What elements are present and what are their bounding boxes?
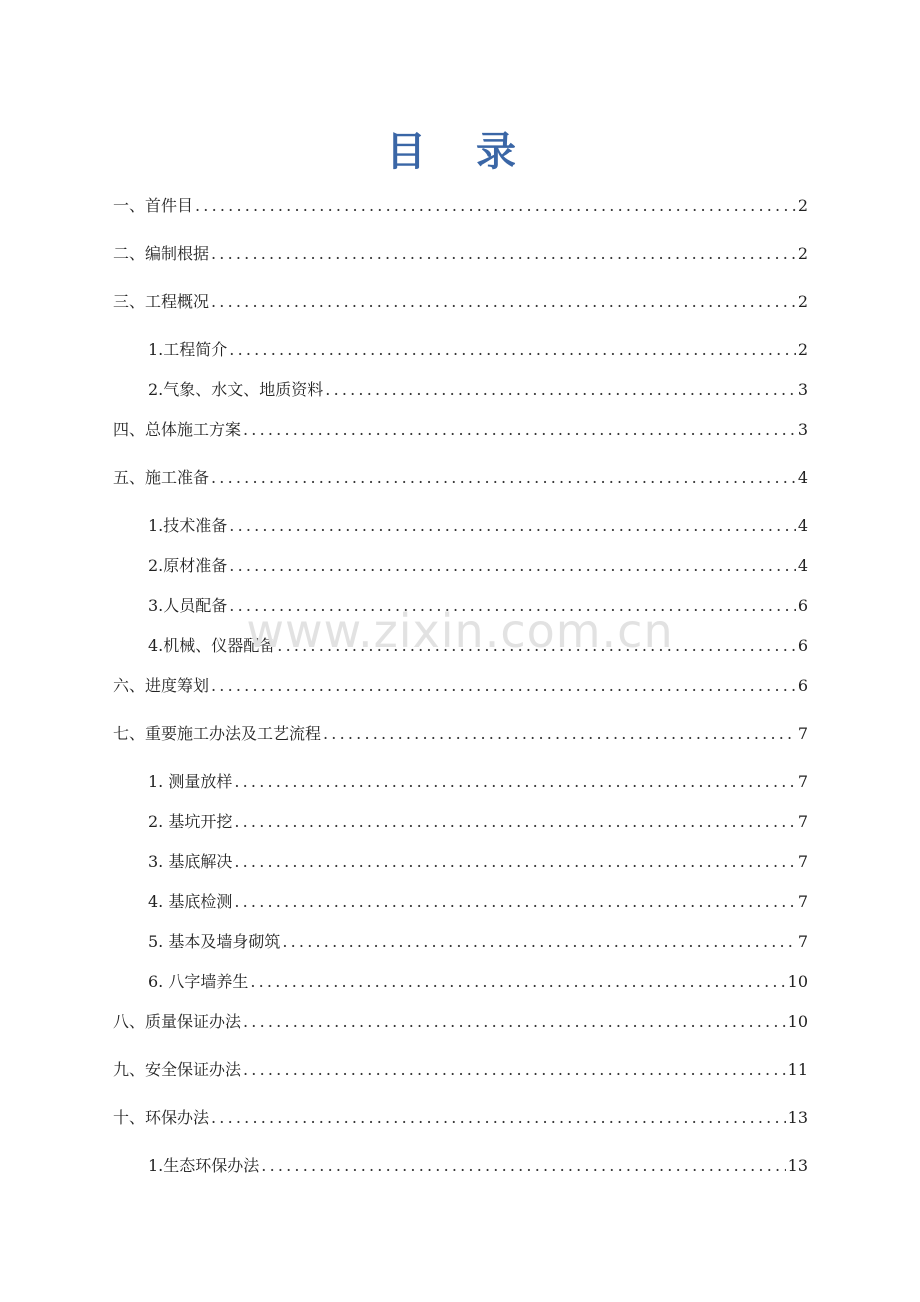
toc-dot-leader: [229, 340, 796, 360]
toc-dot-leader: [211, 1108, 786, 1128]
toc-dot-leader: [229, 556, 796, 576]
toc-entry[interactable]: [148, 636, 808, 656]
toc-entry-label: 6. 八字墙养生: [148, 972, 249, 991]
toc-dot-leader: [323, 724, 796, 744]
toc-dot-leader: [229, 516, 796, 536]
toc-entry-page: 10: [787, 972, 808, 991]
toc-dot-leader: [211, 468, 796, 488]
toc-entry-page: 11: [787, 1060, 808, 1079]
toc-dot-leader: [325, 380, 796, 400]
toc-entry[interactable]: [148, 596, 808, 616]
toc-entry-label: 2.气象、水文、地质资料: [148, 380, 324, 399]
toc-dot-leader: [243, 1060, 786, 1080]
watermark-text: www.zixin.com.cn: [246, 604, 674, 658]
toc-entry-label: 3.人员配备: [148, 596, 228, 615]
toc-entry-label: 四、总体施工方案: [113, 420, 242, 439]
toc-entry[interactable]: [148, 556, 808, 576]
toc-entry[interactable]: [113, 420, 808, 440]
toc-dot-leader: [211, 676, 796, 696]
toc-entry-page: 6: [797, 596, 808, 615]
toc-entry-page: 7: [797, 772, 808, 791]
toc-dot-leader: [195, 196, 796, 216]
toc-entry-label: 七、重要施工办法及工艺流程: [113, 724, 322, 743]
toc-entry[interactable]: [113, 1108, 808, 1128]
toc-entry[interactable]: [148, 852, 808, 872]
toc-entry-label: 1.生态环保办法: [148, 1156, 260, 1175]
toc-entry[interactable]: [113, 292, 808, 312]
toc-dot-leader: [277, 636, 796, 656]
toc-entry-label: 1.工程简介: [148, 340, 228, 359]
toc-dot-leader: [250, 972, 785, 992]
toc-entry-page: 7: [797, 852, 808, 871]
toc-entry-label: 十、环保办法: [113, 1108, 210, 1127]
toc-entry[interactable]: [113, 196, 808, 216]
toc-dot-leader: [261, 1156, 785, 1176]
toc-entry[interactable]: [148, 380, 808, 400]
toc-dot-leader: [243, 1012, 786, 1032]
toc-entry-label: 三、工程概况: [113, 292, 210, 311]
toc-entry[interactable]: [148, 892, 808, 912]
toc-dot-leader: [243, 420, 796, 440]
toc-entry-page: 7: [797, 892, 808, 911]
toc-entry-page: 6: [797, 676, 808, 695]
toc-entry-page: 4: [797, 468, 808, 487]
toc-dot-leader: [234, 772, 795, 792]
toc-dot-leader: [234, 892, 795, 912]
toc-entry[interactable]: [113, 676, 808, 696]
toc-entry-page: 2: [797, 196, 808, 215]
toc-entry-label: 5. 基本及墙身砌筑: [148, 932, 281, 951]
toc-entry-page: 6: [797, 636, 808, 655]
toc-dot-leader: [234, 852, 795, 872]
toc-entry[interactable]: [148, 516, 808, 536]
toc-entry-label: 2.原材准备: [148, 556, 228, 575]
toc-entry[interactable]: [148, 340, 808, 360]
toc-entry-page: 3: [797, 420, 808, 439]
toc-entry-label: 五、施工准备: [113, 468, 210, 487]
toc-entry-page: 7: [797, 932, 808, 951]
toc-entry-label: 3. 基底解决: [148, 852, 233, 871]
toc-entry-label: 二、编制根据: [113, 244, 210, 263]
toc-dot-leader: [229, 596, 796, 616]
toc-entry[interactable]: [148, 772, 808, 792]
toc-title: 目 录: [386, 128, 534, 175]
toc-dot-leader: [211, 292, 796, 312]
toc-entry-page: 13: [787, 1108, 808, 1127]
toc-entry[interactable]: [148, 932, 808, 952]
toc-entry-label: 一、首件目: [113, 196, 194, 215]
toc-entry[interactable]: [148, 1156, 808, 1176]
toc-dot-leader: [234, 812, 795, 832]
toc-entry[interactable]: [148, 972, 808, 992]
toc-entry-label: 1.技术准备: [148, 516, 228, 535]
toc-entry[interactable]: [148, 812, 808, 832]
toc-entry[interactable]: [113, 1012, 808, 1032]
toc-entry-label: 4. 基底检测: [148, 892, 233, 911]
toc-entry-label: 1. 测量放样: [148, 772, 233, 791]
toc-entry-page: 4: [797, 556, 808, 575]
toc-entry-page: 10: [787, 1012, 808, 1031]
toc-entry-page: 2: [797, 292, 808, 311]
toc-dot-leader: [211, 244, 796, 264]
toc-entry[interactable]: [113, 1060, 808, 1080]
toc-entry-label: 2. 基坑开挖: [148, 812, 233, 831]
toc-entry[interactable]: [113, 724, 808, 744]
toc-entry-page: 7: [797, 724, 808, 743]
toc-entry-label: 六、进度筹划: [113, 676, 210, 695]
toc-entry-label: 八、质量保证办法: [113, 1012, 242, 1031]
toc-entry-page: 2: [797, 244, 808, 263]
toc-entry-page: 2: [797, 340, 808, 359]
toc-entry-label: 九、安全保证办法: [113, 1060, 242, 1079]
toc-entry[interactable]: [113, 468, 808, 488]
toc-entry-page: 7: [797, 812, 808, 831]
toc-dot-leader: [282, 932, 795, 952]
toc-entry-page: 4: [797, 516, 808, 535]
toc-entry-page: 13: [787, 1156, 808, 1175]
toc-entry[interactable]: [113, 244, 808, 264]
toc-entry-label: 4.机械、仪器配备: [148, 636, 276, 655]
toc-entry-page: 3: [797, 380, 808, 399]
